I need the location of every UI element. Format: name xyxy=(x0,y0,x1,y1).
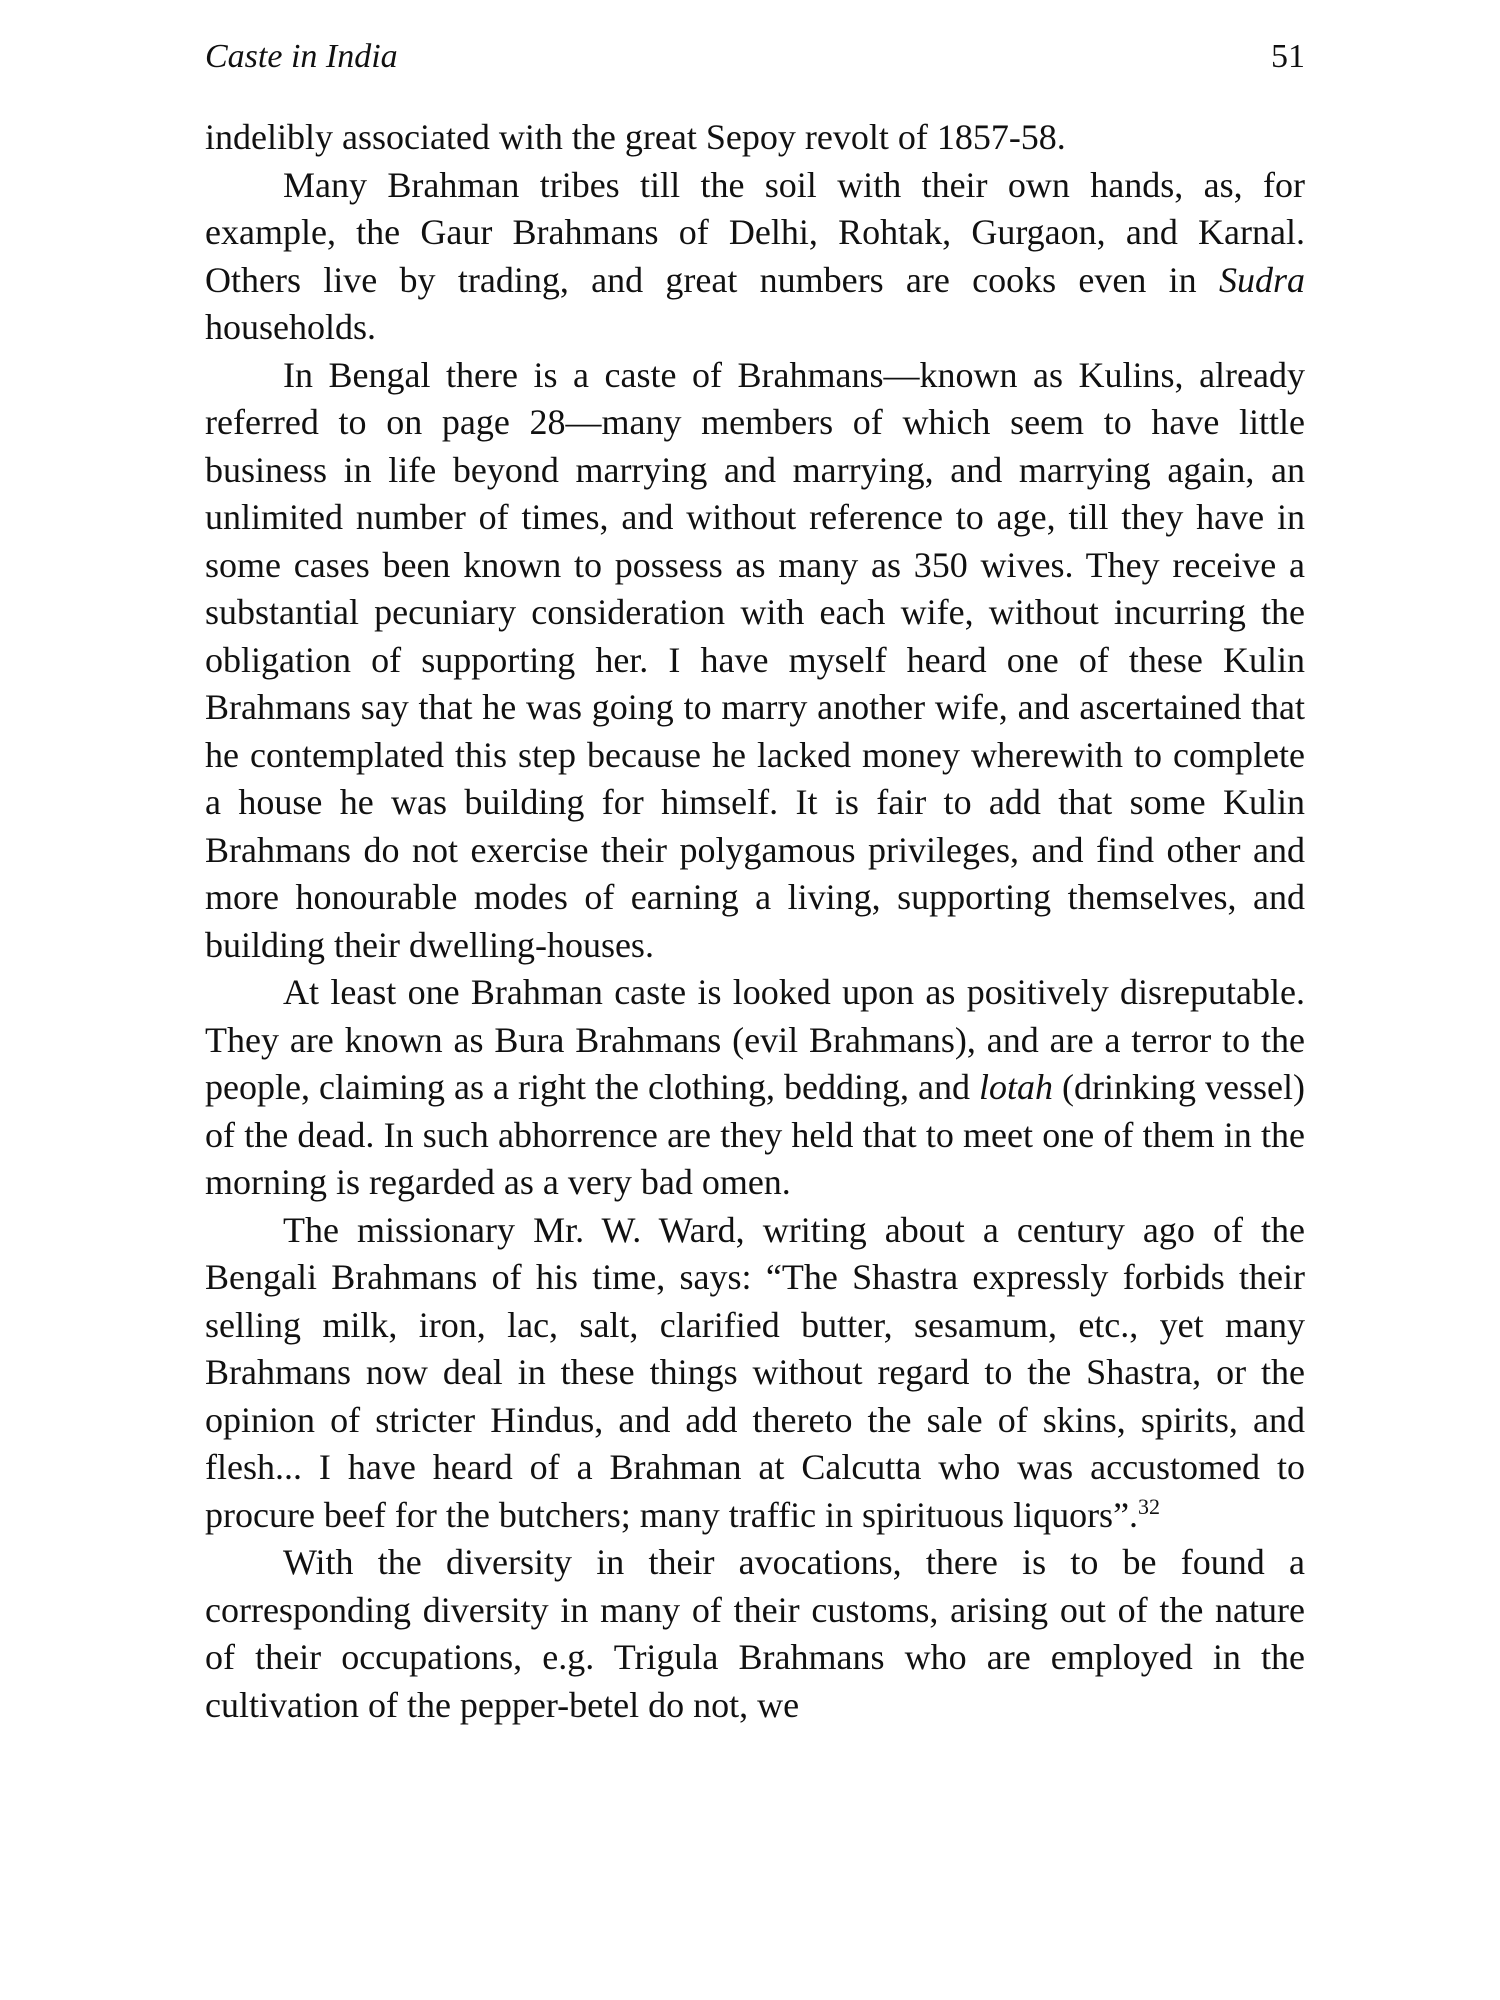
text-run: The missionary Mr. W. Ward, writing about a century ago of the Bengali Brahmans of his time, says: “The Shastra expressly forbids their selling milk, iron, lac, salt, clarified butter, sesamum, etc., yet many Brahmans now deal in these things without regard to the Shastra, or the opinion of stricter Hindus, and add thereto the sale of skins, spirits, and flesh... I have heard of a Brahman at Calcutta who was accustomed to procure beef for the butchers; many traffic in spirituous liquors”. xyxy=(205,1209,1305,1535)
book-page xyxy=(205,38,1305,1729)
paragraph xyxy=(205,1207,1305,1540)
paragraph xyxy=(205,969,1305,1207)
paragraph xyxy=(205,1539,1305,1729)
text-run: Many Brahman tribes till the soil with their own hands, as, for example, the Gaur Brahmans of Delhi, Rohtak, Gurgaon, and Karnal. Others live by trading, and great numbers are cooks even in xyxy=(205,164,1305,300)
footnote-reference: 32 xyxy=(1138,1493,1161,1519)
page-number: 51 xyxy=(1271,38,1305,75)
paragraph xyxy=(205,352,1305,970)
italic-term: Sudra xyxy=(1218,259,1305,300)
body-text xyxy=(205,114,1305,1729)
italic-term: lotah xyxy=(979,1067,1054,1107)
text-run: With the diversity in their avocations, there is to be found a corresponding diversity in many of their customs, arising out of the nature of their occupations, e.g. Trigula Brahmans who are employed in the cultivation of the pepper-betel do not, we xyxy=(205,1542,1305,1725)
text-run: indelibly associated with the great Sepoy revolt of 1857-58. xyxy=(205,117,1066,157)
paragraph xyxy=(205,162,1305,352)
text-run: In Bengal there is a caste of Brahmans—known as Kulins, already referred to on page 28—many members of which seem to have little business in life beyond marrying and marrying, and marrying again, an unlimited number of times, and without reference to age, till they have in some cases been known to possess as many as 350 wives. They receive a substantial pecuniary consideration with each wife, without incurring the obligation of supporting her. I have myself heard one of these Kulin Brahmans say that he was going to marry another wife, and ascertained that he contemplated this step because he lacked money wherewith to complete a house he was building for himself. It is fair to add that some Kulin Brahmans do not exercise their polygamous privileges, and find other and more honourable modes of earning a living, supporting themselves, and building their dwelling-houses. xyxy=(205,354,1305,965)
text-run: At least one Brahman caste is looked upon as positively disreputable. They are known as Bura Brahmans (evil Brahmans), and are a terror to the people, claiming as a right the clothing, bedding, and xyxy=(205,972,1305,1107)
paragraph xyxy=(205,114,1305,162)
text-run: (drinking vessel) of the dead. In such abhorrence are they held that to meet one of them in the morning is regarded as a very bad omen. xyxy=(205,1067,1306,1202)
running-head-title: Caste in India xyxy=(205,38,398,75)
running-head xyxy=(205,38,1305,88)
text-run: households. xyxy=(205,307,376,347)
